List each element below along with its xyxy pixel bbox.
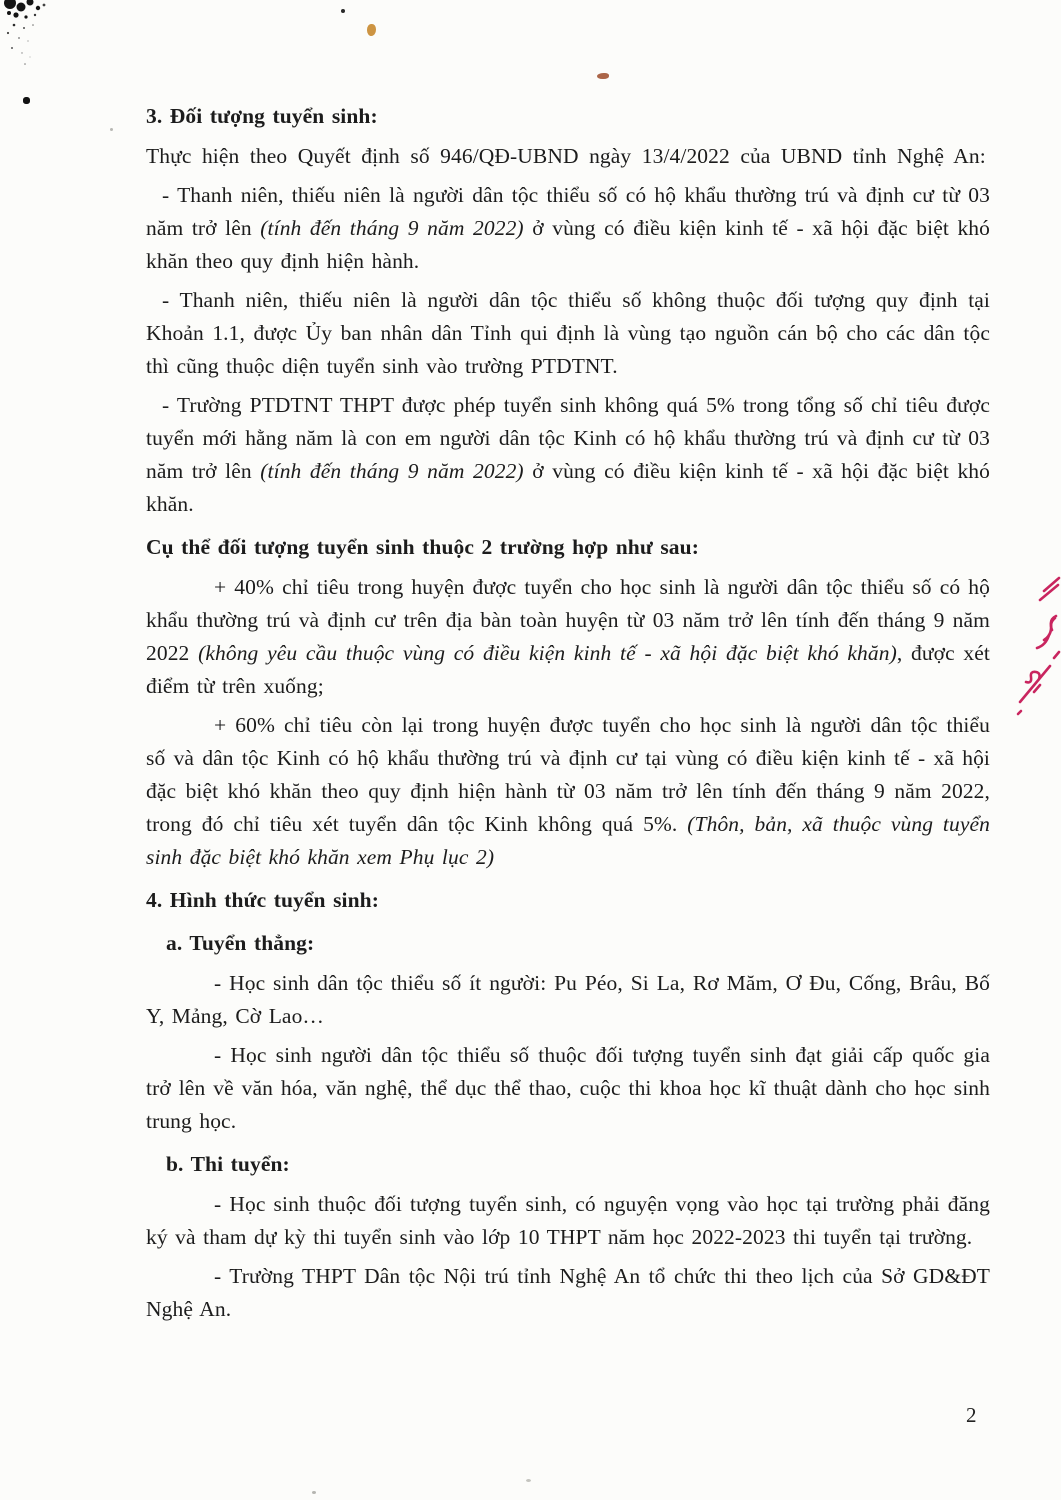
faint-speck: [312, 1491, 316, 1494]
orange-ink-dot: [367, 24, 376, 36]
brown-ink-fleck: [597, 73, 609, 79]
bullet1-text: - Thanh niên, thiếu niên là người dân tộc thiểu số có hộ khẩu thường trú và định cư từ 03 năm trở lên: [146, 183, 990, 240]
exam-paragraph-1: - Học sinh thuộc đối tượng tuyển sinh, có nguyện vọng vào học tại trường phải đăng ký và tham dự kỳ thi tuyển sinh vào lớp 10 THPT năm học 2022-2023 thi tuyển tại trường.: [146, 1192, 990, 1249]
case-40-paragraph: [146, 571, 990, 703]
section-4-heading: 4. Hình thức tuyển sinh:: [146, 888, 379, 912]
ink-speck: [341, 9, 345, 13]
bullet-paragraph: - Thanh niên, thiếu niên là người dân tộc thiểu số không thuộc đối tượng quy định tại Khoản 1.1, được Ủy ban nhân dân Tỉnh qui định là vùng tạo nguồn cán bộ cho các dân tộc thì cũng thuộc diện tuyển sinh vào trường PTDTNT.: [146, 288, 990, 378]
exam-paragraph-2: - Trường THPT Dân tộc Nội trú tỉnh Nghệ An tổ chức thi theo lịch của Sở GD&ĐT Nghệ An.: [146, 1264, 990, 1321]
red-ink-annotation: [1014, 572, 1061, 732]
faint-speck: [110, 128, 113, 131]
black-ink-dot: [23, 97, 30, 104]
bullet3-italic-note: (tính đến tháng 9 năm 2022): [260, 459, 524, 483]
bullet-paragraph: [146, 179, 990, 278]
section-3-heading: 3. Đối tượng tuyển sinh:: [146, 104, 378, 128]
case40-italic-note: (không yêu cầu thuộc vùng có điều kiện kinh tế - xã hội đặc biệt khó khăn): [198, 641, 897, 665]
direct-admission-paragraph-2: - Học sinh người dân tộc thiểu số thuộc đối tượng tuyển sinh đạt giải cấp quốc gia trở lên về văn hóa, văn nghệ, thể dục thể thao, cuộc thi khoa học kĩ thuật dành cho học sinh trung học.: [146, 1043, 990, 1133]
case-60-paragraph: [146, 709, 990, 874]
case40-text: + 40% chỉ tiêu trong huyện được tuyển cho học sinh là người dân tộc thiểu số có hộ khẩu thường trú và định cư trên địa bàn toàn huyện từ 03 năm trở lên tính đến tháng 9 năm 2022: [146, 575, 990, 665]
document-body: [146, 100, 990, 1332]
scan-smudge-artifact: [0, 0, 70, 70]
sub-a-heading: a. Tuyển thẳng:: [166, 931, 315, 955]
faint-speck: [526, 1479, 531, 1482]
bullet1-italic-note: (tính đến tháng 9 năm 2022): [260, 216, 524, 240]
sub-b-heading: b. Thi tuyển:: [166, 1152, 290, 1176]
bullet3-text-end: ở vùng có điều kiện kinh tế - xã hội đặc biệt khó khăn.: [146, 459, 990, 516]
page-number: 2: [966, 1403, 977, 1427]
bullet3-text: - Trường PTDTNT THPT được phép tuyển sinh không quá 5% trong tổng số chỉ tiêu được tuyển mới hằng năm là con em người dân tộc Kinh có hộ khẩu thường trú và định cư từ 03 năm trở lên: [146, 393, 990, 483]
bullet1-text-end: ở vùng có điều kiện kinh tế - xã hội đặc biệt khó khăn theo quy định hiện hành.: [146, 216, 990, 273]
case40-text-end: , được xét điểm từ trên xuống;: [146, 641, 990, 698]
bullet-paragraph: [146, 389, 990, 521]
cases-heading: Cụ thể đối tượng tuyển sinh thuộc 2 trường hợp như sau:: [146, 535, 699, 559]
intro-paragraph: Thực hiện theo Quyết định số 946/QĐ-UBND ngày 13/4/2022 của UBND tỉnh Nghệ An:: [146, 144, 986, 168]
case60-text: + 60% chỉ tiêu còn lại trong huyện được tuyển cho học sinh là người dân tộc thiểu số và dân tộc Kinh có hộ khẩu thường trú và định cư tại vùng có điều kiện kinh tế - xã hội đặc biệt khó khăn theo quy định hiện hành từ 03 năm trở lên tính đến tháng 9 năm 2022, trong đó chỉ tiêu xét tuyển dân tộc Kinh không quá 5%.: [146, 713, 990, 836]
case60-italic-note: (Thôn, bản, xã thuộc vùng tuyển sinh đặc biệt khó khăn xem Phụ lục 2): [146, 812, 990, 869]
direct-admission-paragraph-1: - Học sinh dân tộc thiểu số ít người: Pu Péo, Si La, Rơ Măm, Ơ Đu, Cống, Brâu, Bố Y, Mảng, Cờ Lao…: [146, 971, 990, 1028]
